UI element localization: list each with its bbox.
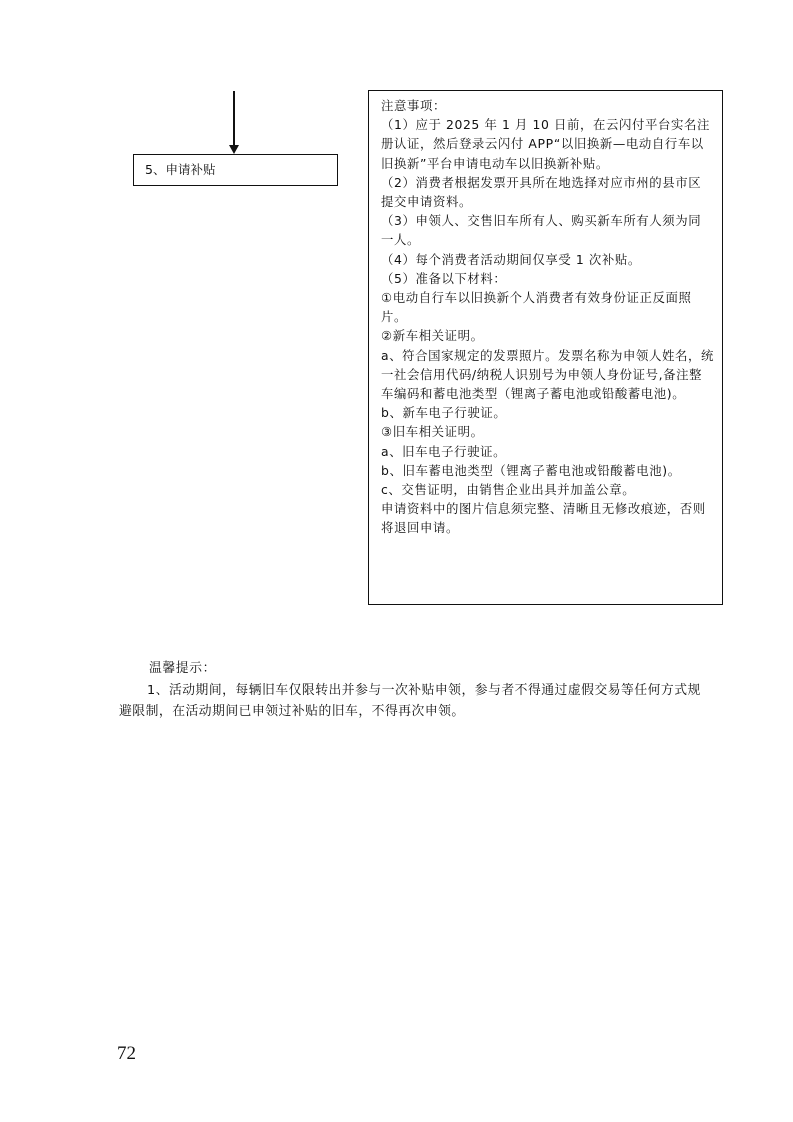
notes-box: [368, 90, 723, 605]
step-box-apply-subsidy: 5、申请补贴: [133, 154, 338, 186]
notes-line: a、旧车电子行驶证。: [381, 443, 507, 459]
notes-line: （2）消费者根据发票开具所在地选择对应市州的县市区提交申请资料。: [381, 174, 702, 210]
notes-line: （4）每个消费者活动期间仅享受 1 次补贴。: [381, 251, 641, 267]
notes-line: ②新车相关证明。: [381, 328, 484, 344]
notes-title: 注意事项：: [381, 98, 446, 113]
flow-arrow-head-icon: [229, 145, 239, 154]
page-number: 72: [117, 1043, 136, 1064]
tips-body: 1、活动期间，每辆旧车仅限转出并参与一次补贴申领，参与者不得通过虚假交易等任何方式规避限制，在活动期间已申领过补贴的旧车，不得再次申领。: [119, 683, 701, 719]
notes-line: ①电动自行车以旧换新个人消费者有效身份证正反面照片。: [381, 290, 692, 325]
notes-line: （3）申领人、交售旧车所有人、购买新车所有人须为同一人。: [381, 213, 702, 248]
notes-line: （1）应于 2025 年 1 月 10 日前，在云闪付平台实名注册认证，然后登录云闪付 APP“以旧换新—电动自行车以旧换新”平台申请电动车以旧换新补贴。: [381, 117, 710, 171]
notes-line: ③旧车相关证明。: [381, 424, 484, 440]
notes-line: c、交售证明，由销售企业出具并加盖公章。: [381, 482, 636, 498]
notes-line: （5）准备以下材料：: [381, 270, 507, 286]
flow-arrow-line: [233, 91, 235, 147]
tips-title: 温馨提示：: [149, 661, 216, 676]
notes-line: 申请资料中的图片信息须完整、清晰且无修改痕迹，否则将退回申请。: [381, 501, 706, 536]
notes-line: b、新车电子行驶证。: [381, 405, 507, 421]
notes-line: a、符合国家规定的发票照片。发票名称为申领人姓名，统一社会信用代码/纳税人识别号为申领人身份证号,备注整车编码和蓄电池类型（锂离子蓄电池或铅酸蓄电池)。: [381, 347, 714, 402]
notes-line: b、旧车蓄电池类型（锂离子蓄电池或铅酸蓄电池)。: [381, 462, 681, 478]
